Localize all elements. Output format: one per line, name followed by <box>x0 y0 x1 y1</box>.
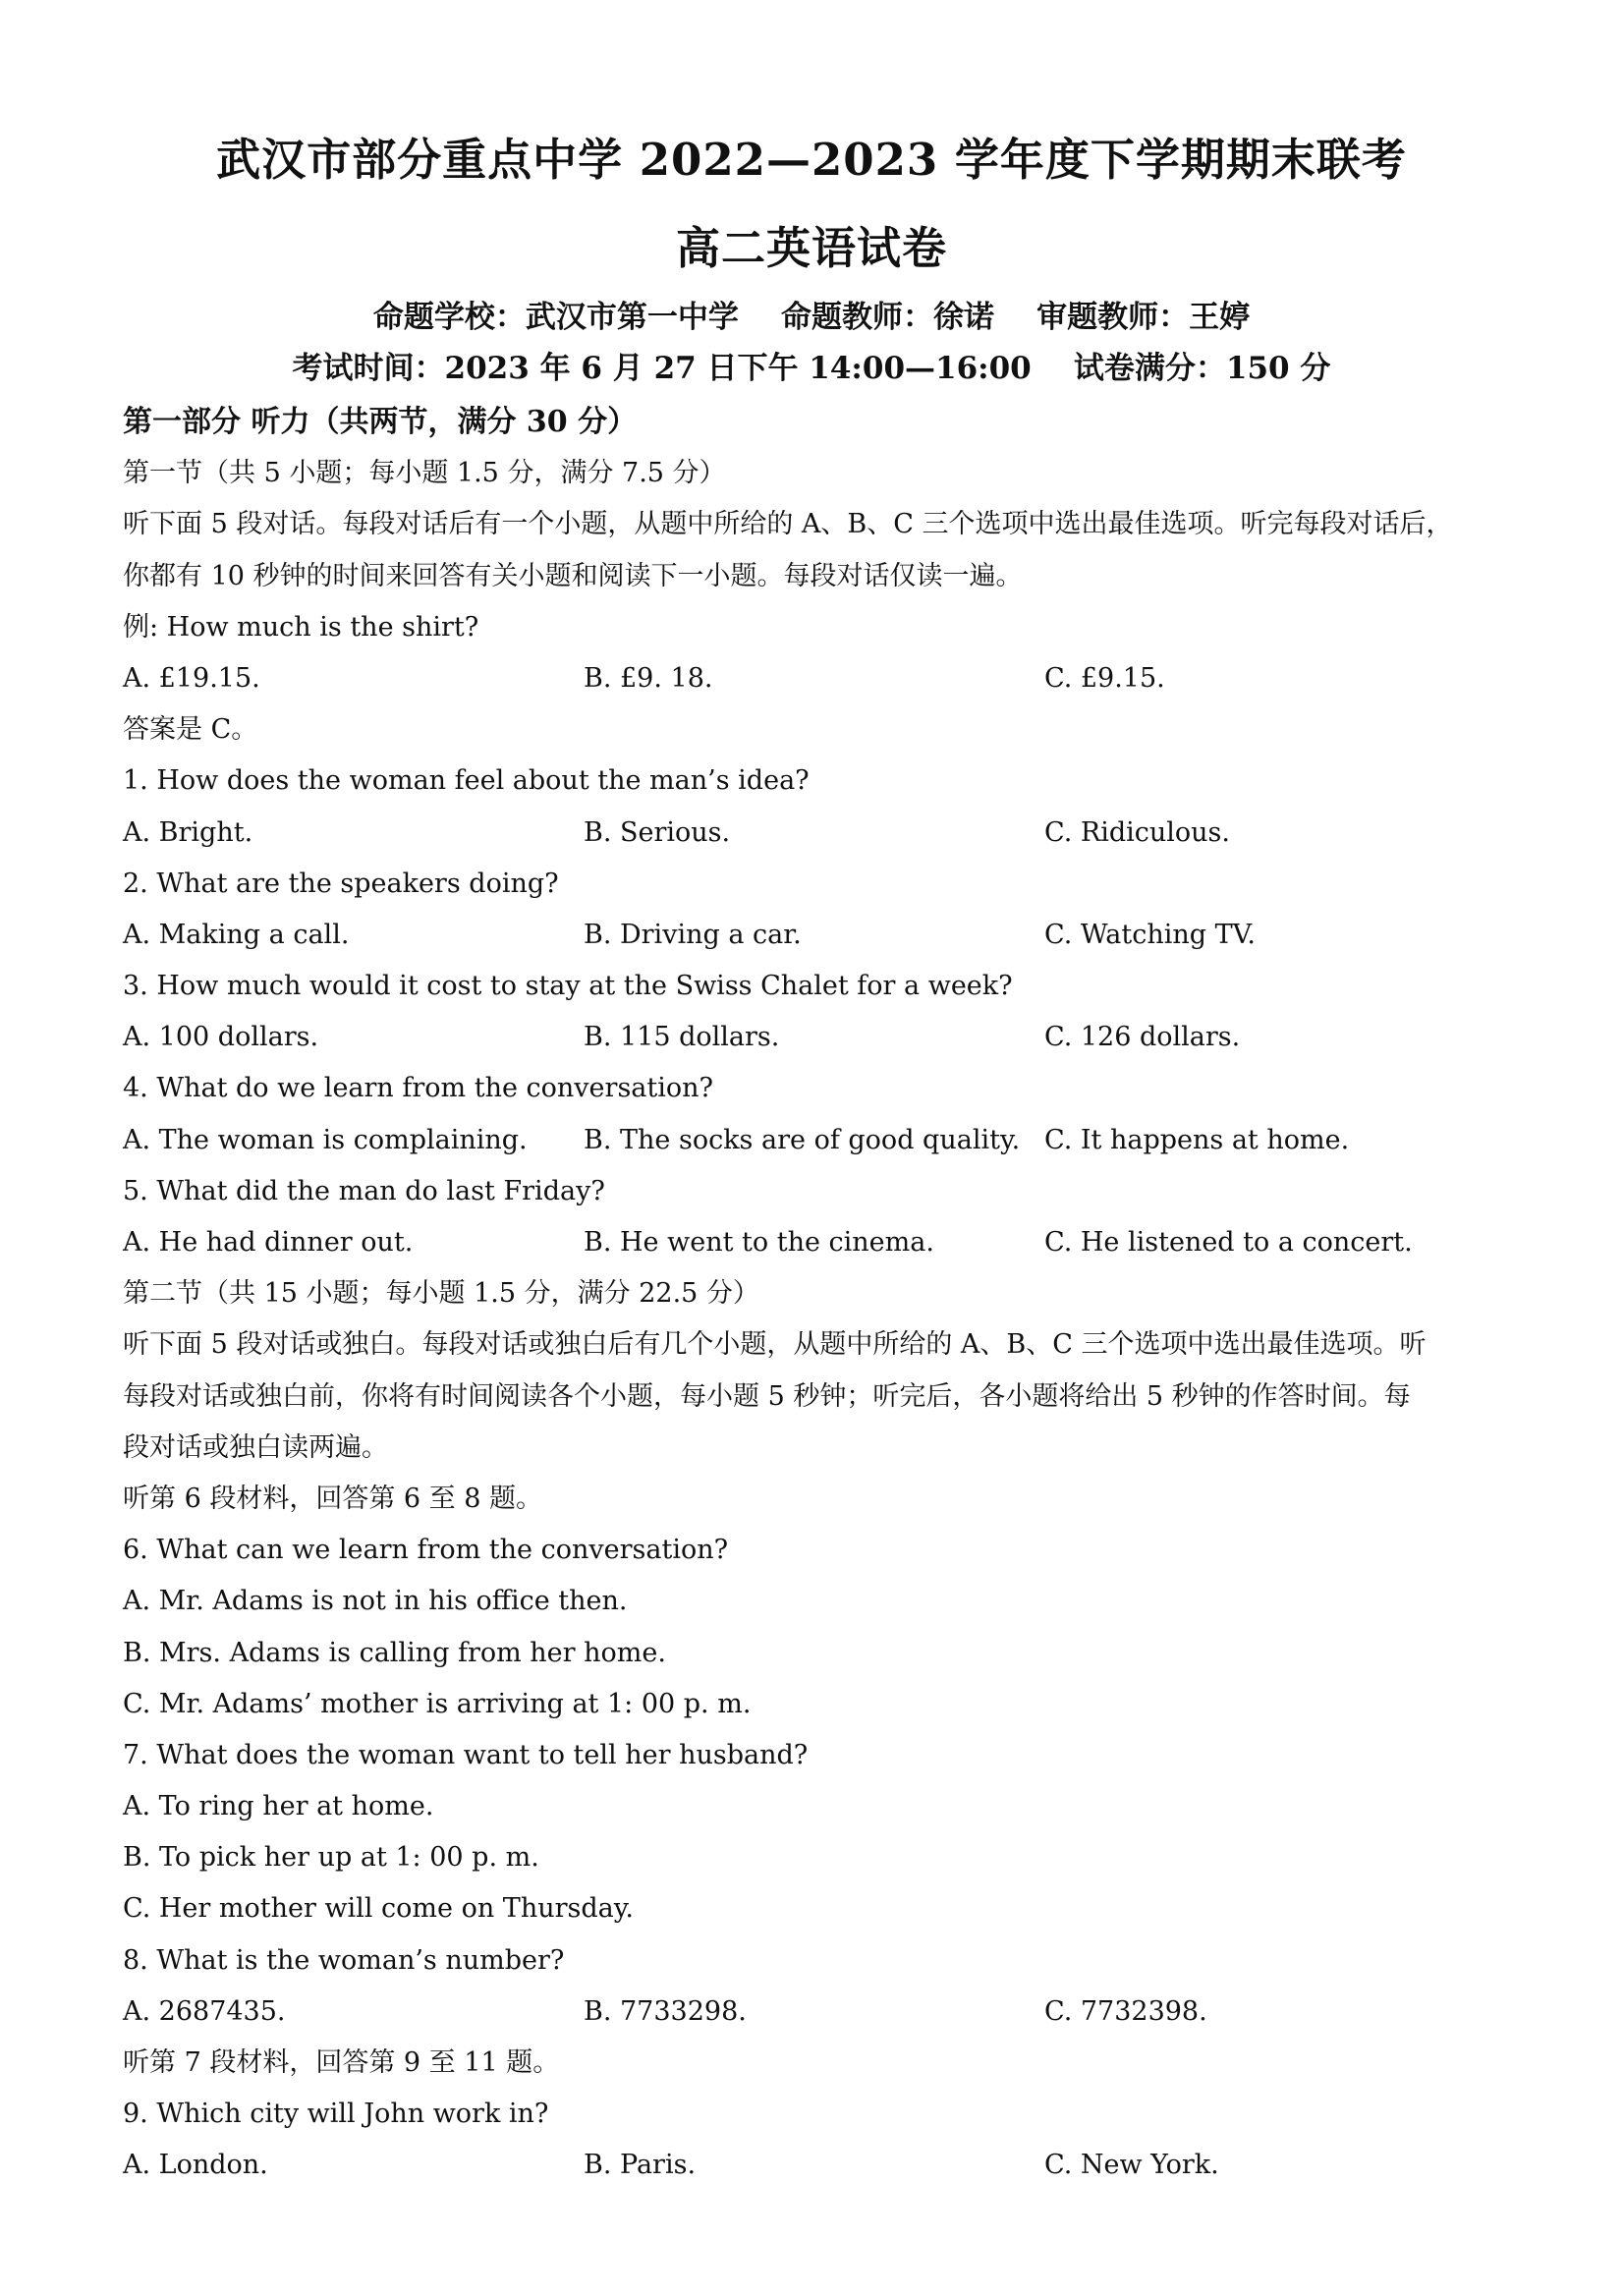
section1-instructions-line: 你都有 10 秒钟的时间来回答有关小题和阅读下一小题。每段对话仅读一遍。 <box>123 560 1023 591</box>
option-c: C. He listened to a concert. <box>1044 1227 1413 1258</box>
setter-school: 命题学校：武汉市第一中学 <box>372 300 739 335</box>
question-9: 9. Which city will John work in? <box>123 2099 549 2130</box>
section2-instructions-line: 每段对话或独白前，你将有时间阅读各个小题，每小题 5 秒钟；听完后，各小题将给出 5 秒钟的作答时间。每 <box>123 1380 1411 1412</box>
setter-teacher: 命题教师：徐诺 <box>781 300 994 335</box>
question-6: 6. What can we learn from the conversation? <box>123 1535 729 1566</box>
material-7-intro: 听第 7 段材料，回答第 9 至 11 题。 <box>123 2047 560 2078</box>
question-8-options <box>123 1987 1518 2038</box>
option-b: B. 7733298. <box>584 1995 747 2027</box>
option-b: B. £9. 18. <box>584 662 713 694</box>
option-c: C. Watching TV. <box>1044 919 1256 950</box>
question-8: 8. What is the woman’s number? <box>123 1944 565 1976</box>
question-1: 1. How does the woman feel about the man’s idea? <box>123 765 810 797</box>
section2-instructions-line: 段对话或独白读两遍。 <box>123 1431 388 1463</box>
option-c: C. Her mother will come on Thursday. <box>123 1893 634 1925</box>
option-a: A. The woman is complaining. <box>123 1124 528 1155</box>
material-6-intro: 听第 6 段材料，回答第 6 至 8 题。 <box>123 1483 543 1514</box>
reviewer-teacher: 审题教师：王婷 <box>1036 300 1251 335</box>
option-a: A. 2687435. <box>123 1995 286 2027</box>
option-c: C. It happens at home. <box>1044 1124 1350 1155</box>
option-a: A. £19.15. <box>123 662 260 694</box>
exam-time: 考试时间：2023 年 6 月 27 日下午 14:00—16:00 <box>292 351 1032 386</box>
question-2: 2. What are the speakers doing? <box>123 868 559 899</box>
option-c: C. Mr. Adams’ mother is arriving at 1: 00 p. m. <box>123 1688 752 1719</box>
option-a: A. Making a call. <box>123 919 350 950</box>
option-b: B. To pick her up at 1: 00 p. m. <box>123 1842 539 1874</box>
section1-instructions-line: 听下面 5 段对话。每段对话后有一个小题，从题中所给的 A、B、C 三个选项中选出最佳选项。听完每段对话后， <box>123 509 1453 540</box>
option-b: B. Paris. <box>584 2150 697 2181</box>
question-5-options <box>123 1217 1518 1268</box>
question-9-options <box>123 2140 1518 2191</box>
option-c: C. 7732398. <box>1044 1995 1207 2027</box>
option-b: B. Mrs. Adams is calling from her home. <box>123 1637 666 1668</box>
option-c: C. Ridiculous. <box>1044 816 1230 848</box>
exam-body <box>123 397 1518 2192</box>
option-a: A. He had dinner out. <box>123 1227 414 1258</box>
option-b: B. Driving a car. <box>584 919 802 950</box>
example-question: 例: How much is the shirt? <box>123 611 479 643</box>
question-1-options <box>123 808 1518 859</box>
question-3: 3. How much would it cost to stay at the Swiss Chalet for a week? <box>123 971 1013 1002</box>
exam-subtitle: 高二英语试卷 <box>675 222 947 274</box>
section2-heading: 第二节（共 15 小题；每小题 1.5 分，满分 22.5 分） <box>123 1278 759 1310</box>
option-b: B. 115 dollars. <box>584 1022 780 1053</box>
option-a: A. Mr. Adams is not in his office then. <box>123 1586 628 1617</box>
full-score: 试卷满分：150 分 <box>1073 351 1331 386</box>
section2-instructions-line: 听下面 5 段对话或独白。每段对话或独白后有几个小题，从题中所给的 A、B、C 三个选项中选出最佳选项。听 <box>123 1329 1427 1361</box>
question-2-options <box>123 910 1518 961</box>
question-4-options <box>123 1115 1518 1166</box>
option-c: C. 126 dollars. <box>1044 1022 1241 1053</box>
option-a: A. Bright. <box>123 816 253 848</box>
section1-heading: 第一节（共 5 小题；每小题 1.5 分，满分 7.5 分） <box>123 458 726 489</box>
option-b: B. He went to the cinema. <box>584 1227 934 1258</box>
question-7: 7. What does the woman want to tell her husband? <box>123 1739 809 1770</box>
option-b: B. The socks are of good quality. <box>584 1124 1021 1155</box>
exam-title: 武汉市部分重点中学 2022—2023 学年度下学期期末联考 <box>216 134 1407 186</box>
option-c: C. £9.15. <box>1044 662 1165 694</box>
exam-authors <box>0 297 1623 338</box>
option-a: A. To ring her at home. <box>123 1791 434 1822</box>
part1-heading: 第一部分 听力（共两节，满分 30 分） <box>123 405 638 439</box>
example-options <box>123 653 1518 704</box>
exam-time-info <box>0 348 1623 389</box>
option-a: A. 100 dollars. <box>123 1022 319 1053</box>
example-answer: 答案是 C。 <box>123 714 258 746</box>
question-4: 4. What do we learn from the conversation? <box>123 1073 714 1104</box>
option-b: B. Serious. <box>584 816 731 848</box>
question-3-options <box>123 1012 1518 1063</box>
question-5: 5. What did the man do last Friday? <box>123 1175 605 1206</box>
option-a: A. London. <box>123 2150 268 2181</box>
option-c: C. New York. <box>1044 2150 1219 2181</box>
